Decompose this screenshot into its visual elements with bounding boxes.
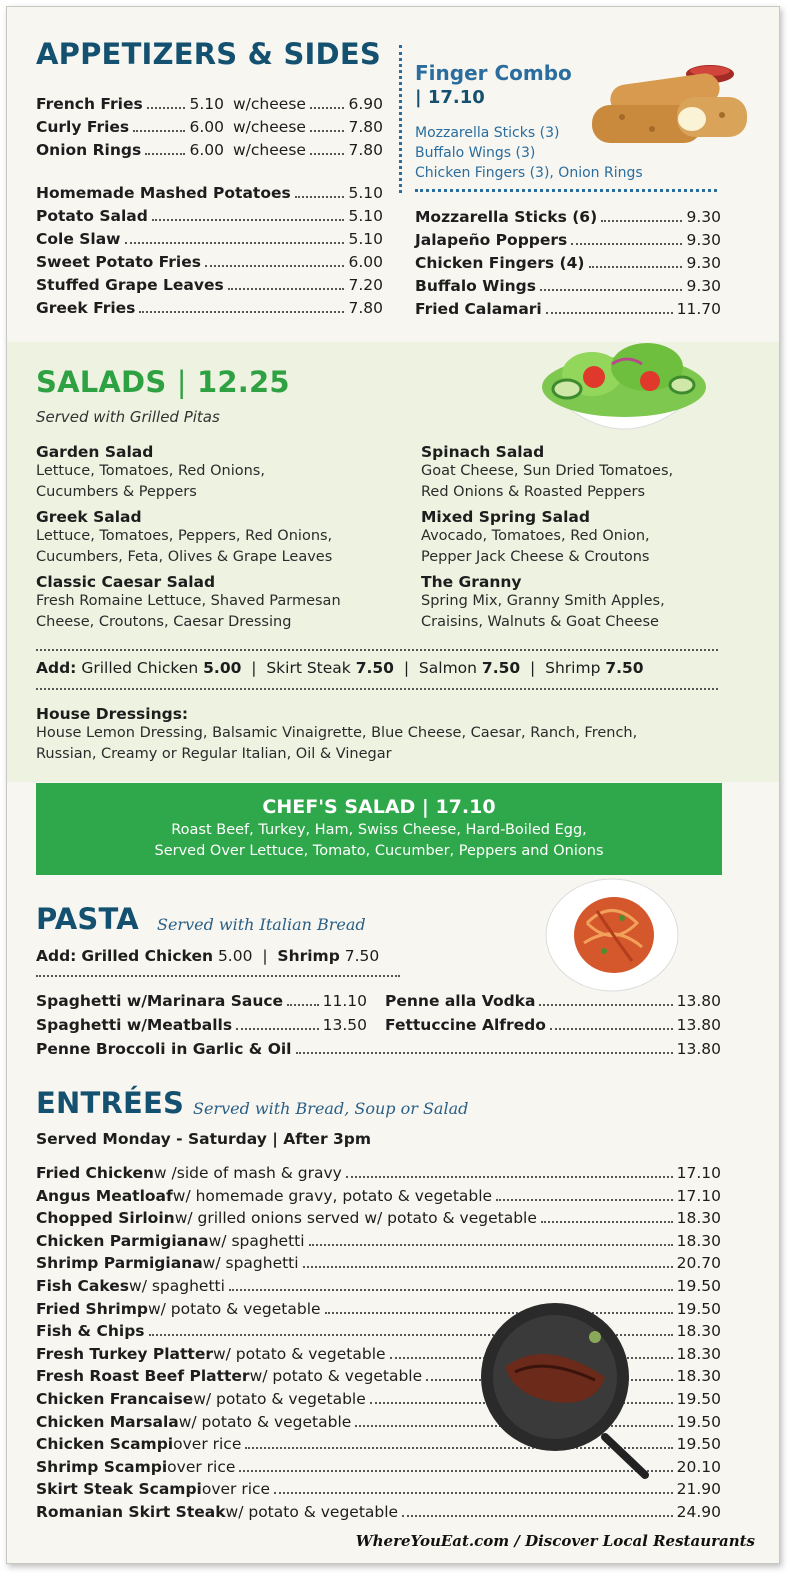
entree-desc: w/ spaghetti xyxy=(202,1254,299,1273)
cheese-item-row: Curly Fries 6.00 xyxy=(36,118,224,136)
entree-desc: w/ spaghetti xyxy=(129,1277,225,1295)
entree-desc: w/ grilled onions served w/ potato & vegetable xyxy=(174,1209,537,1228)
pasta-item-row: Spaghetti w/Meatballs 13.50 xyxy=(36,1016,367,1034)
entree-name: Chicken Scampi xyxy=(36,1435,174,1454)
entree-item-row xyxy=(36,1209,721,1231)
pasta-title: PASTA xyxy=(36,902,139,936)
steak-skillet-image xyxy=(475,1297,660,1482)
side-item-row: Cole Slaw 5.10 xyxy=(36,230,383,248)
entree-price: 20.70 xyxy=(676,1254,721,1273)
entree-price: 18.30 xyxy=(676,1344,721,1363)
pasta-item-row: Penne Broccoli in Garlic & Oil 13.80 xyxy=(36,1040,721,1058)
entree-item-row xyxy=(36,1164,721,1186)
house-dressings: House Dressings: House Lemon Dressing, Balsamic Vinaigrette, Blue Cheese, Caesar, Ranch, French, Russian, Creamy or Regular Italian, Oil & Vinegar xyxy=(36,705,638,762)
mozzarella-sticks-image xyxy=(582,57,752,157)
entree-item-row xyxy=(36,1187,721,1209)
entree-name: Shrimp Parmigiana xyxy=(36,1254,203,1273)
pasta-item-row: Spaghetti w/Marinara Sauce 11.10 xyxy=(36,992,367,1010)
salad-bowl-image xyxy=(532,319,717,454)
chefs-salad-banner xyxy=(36,783,722,875)
entree-item-row xyxy=(36,1254,721,1276)
side-item-row: Homemade Mashed Potatoes 5.10 xyxy=(36,184,383,202)
finger-item-row: Chicken Fingers (4) 9.30 xyxy=(415,254,721,272)
finger-item-row: Buffalo Wings 9.30 xyxy=(415,277,721,295)
entree-desc: w/ potato & vegetable xyxy=(193,1390,366,1408)
entree-desc: over rice xyxy=(167,1457,236,1476)
entree-desc: over rice xyxy=(173,1435,242,1454)
finger-item-row: Fried Calamari 11.70 xyxy=(415,300,721,318)
salads-subtitle: Served with Grilled Pitas xyxy=(36,408,220,426)
entrees-served-hours: Served Monday - Saturday | After 3pm xyxy=(36,1130,372,1148)
spaghetti-plate-image xyxy=(542,873,682,993)
entree-price: 24.90 xyxy=(676,1503,721,1521)
cheese-option-row: w/cheese 7.80 xyxy=(233,118,383,136)
finger-combo-items: Mozzarella Sticks (3) Buffalo Wings (3) Chicken Fingers (3), Onion Rings xyxy=(415,125,643,181)
cheese-option-row: w/cheese 6.90 xyxy=(233,95,383,113)
entree-price: 18.30 xyxy=(676,1367,721,1386)
chefs-salad-line1: Roast Beef, Turkey, Ham, Swiss Cheese, Hard-Boiled Egg, xyxy=(171,822,587,838)
chefs-salad-title: CHEF'S SALAD | 17.10 xyxy=(262,796,496,818)
finger-combo-title: Finger Combo xyxy=(415,61,572,85)
entree-name: Chicken Marsala xyxy=(36,1412,179,1431)
entree-price: 19.50 xyxy=(676,1412,721,1431)
entree-desc: w /side of mash & gravy xyxy=(153,1164,342,1182)
salads-title: SALADS | 12.25 xyxy=(36,365,290,399)
finger-combo-price: | 17.10 xyxy=(415,87,485,108)
entree-desc: w/ potato & vegetable xyxy=(225,1503,399,1521)
cheese-option-row: w/cheese 7.80 xyxy=(233,141,383,159)
entree-name: Fish Cakes xyxy=(36,1277,130,1295)
section-divider xyxy=(399,45,402,193)
chefs-salad-line2: Served Over Lettuce, Tomato, Cucumber, Peppers and Onions xyxy=(154,843,604,859)
entree-desc: over rice xyxy=(201,1480,271,1499)
entree-price: 17.10 xyxy=(676,1164,721,1182)
entree-item-row xyxy=(36,1232,721,1254)
cheese-item-row: French Fries 5.10 xyxy=(36,95,224,113)
entree-name: Angus Meatloaf xyxy=(36,1186,173,1205)
entree-name: Chicken Francaise xyxy=(36,1390,194,1408)
salad-item: Mixed Spring Salad Avocado, Tomatoes, Red Onion, Pepper Jack Cheese & Croutons xyxy=(421,508,650,565)
entree-price: 18.30 xyxy=(676,1209,721,1228)
combo-divider xyxy=(415,189,717,192)
entree-price: 18.30 xyxy=(676,1231,721,1250)
entree-name: Shrimp Scampi xyxy=(36,1457,168,1476)
entree-name: Fresh Roast Beef Platter xyxy=(36,1367,250,1386)
entree-desc: w/ potato & vegetable xyxy=(249,1367,423,1386)
entree-name: Chicken Parmigiana xyxy=(36,1231,209,1250)
add-divider-top xyxy=(36,649,718,651)
footer-watermark: WhereYouEat.com / Discover Local Restaurants xyxy=(355,1532,755,1550)
entree-price: 20.10 xyxy=(676,1457,721,1476)
finger-item-row: Jalapeño Poppers 9.30 xyxy=(415,231,721,249)
entree-price: 19.50 xyxy=(676,1390,721,1408)
salad-add-ons: Add: Grilled Chicken 5.00 | Skirt Steak 7.50 | Salmon 7.50 | Shrimp 7.50 xyxy=(36,659,644,677)
entree-price: 21.90 xyxy=(676,1480,721,1499)
salad-item: The Granny Spring Mix, Granny Smith Apples, Craisins, Walnuts & Goat Cheese xyxy=(421,573,665,630)
side-item-row: Greek Fries 7.80 xyxy=(36,299,383,317)
entree-name: Fresh Turkey Platter xyxy=(36,1344,213,1363)
salad-item: Classic Caesar Salad Fresh Romaine Lettuce, Shaved Parmesan Cheese, Croutons, Caesar Dressing xyxy=(36,573,341,630)
menu-page xyxy=(6,6,780,1564)
cheese-item-row: Onion Rings 6.00 xyxy=(36,141,224,159)
entree-name: Romanian Skirt Steak xyxy=(36,1503,226,1521)
entree-item-row xyxy=(36,1503,721,1525)
entree-desc: w/ potato & vegetable xyxy=(178,1412,352,1431)
salad-item: Spinach Salad Goat Cheese, Sun Dried Tomatoes, Red Onions & Roasted Peppers xyxy=(421,443,674,500)
entrees-title: ENTRÉES xyxy=(36,1086,185,1120)
entree-name: Fried Chicken xyxy=(36,1164,154,1182)
entree-name: Chopped Sirloin xyxy=(36,1209,175,1228)
entree-item-row xyxy=(36,1277,721,1299)
pasta-divider xyxy=(36,975,400,977)
add-divider-bottom xyxy=(36,688,718,690)
side-item-row: Stuffed Grape Leaves 7.20 xyxy=(36,276,383,294)
entree-price: 18.30 xyxy=(676,1322,721,1341)
pasta-subtitle: Served with Italian Bread xyxy=(157,915,366,934)
pasta-item-row: Fettuccine Alfredo 13.80 xyxy=(385,1016,721,1034)
pasta-add-ons: Add: Grilled Chicken 5.00 | Shrimp 7.50 xyxy=(36,947,380,965)
entree-price: 19.50 xyxy=(676,1277,721,1295)
entree-name: Fish & Chips xyxy=(36,1322,145,1341)
entree-desc: w/ potato & vegetable xyxy=(147,1299,321,1318)
entree-desc: w/ spaghetti xyxy=(208,1231,305,1250)
side-item-row: Potato Salad 5.10 xyxy=(36,207,383,225)
entree-item-row xyxy=(36,1480,721,1502)
salad-item: Garden Salad Lettuce, Tomatoes, Red Onions, Cucumbers & Peppers xyxy=(36,443,265,500)
entree-price: 19.50 xyxy=(676,1299,721,1318)
entree-price: 19.50 xyxy=(676,1435,721,1454)
pasta-item-row: Penne alla Vodka 13.80 xyxy=(385,992,721,1010)
appetizers-title: APPETIZERS & SIDES xyxy=(36,37,381,71)
entree-name: Skirt Steak Scampi xyxy=(36,1480,202,1499)
entree-price: 17.10 xyxy=(676,1186,721,1205)
entree-name: Fried Shrimp xyxy=(36,1299,148,1318)
salad-item: Greek Salad Lettuce, Tomatoes, Peppers, Red Onions, Cucumbers, Feta, Olives & Grape Leaves xyxy=(36,508,333,565)
entree-desc: w/ homemade gravy, potato & vegetable xyxy=(172,1186,493,1205)
side-item-row: Sweet Potato Fries 6.00 xyxy=(36,253,383,271)
entree-desc: w/ potato & vegetable xyxy=(212,1344,386,1363)
entrees-subtitle: Served with Bread, Soup or Salad xyxy=(193,1099,469,1118)
finger-item-row: Mozzarella Sticks (6) 9.30 xyxy=(415,208,721,226)
